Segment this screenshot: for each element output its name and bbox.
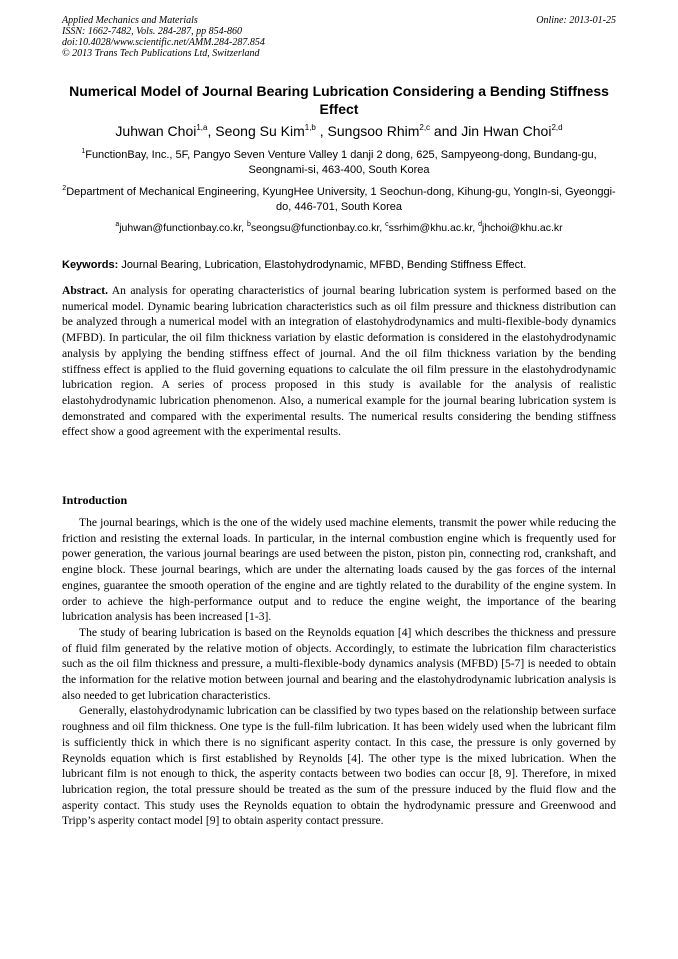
doi-line: doi:10.4028/www.scientific.net/AMM.284-287.854	[62, 37, 265, 48]
affiliation-mark: 1	[81, 148, 86, 155]
paper-title: Numerical Model of Journal Bearing Lubrication Considering a Bending Stiffness Effect	[69, 83, 609, 117]
email-address[interactable]: juhwan@functionbay.co.kr,	[119, 222, 248, 234]
author-affiliation-mark: 2,c	[419, 123, 431, 132]
author-name: Sungsoo Rhim	[327, 123, 420, 139]
email-mark: b	[247, 221, 251, 228]
introduction-body	[62, 515, 616, 829]
section-heading-introduction: Introduction	[62, 493, 128, 507]
email-address[interactable]: jhchoi@khu.ac.kr	[481, 222, 563, 234]
email-list	[62, 221, 616, 235]
author-affiliation-mark: 1,a	[196, 123, 208, 132]
affiliation-2	[62, 185, 616, 215]
author-name: Jin Hwan Choi	[461, 123, 552, 139]
abstract-label: Abstract.	[62, 284, 109, 297]
email-mark: a	[115, 221, 120, 228]
paragraph: Generally, elastohydrodynamic lubrication can be classified by two types based on the relationship between surface roughness and oil film thickness. One type is the full-film lubrication. It has been widely used when the lubricant film is sufficiently thick in which there is no significant asperity contact. In this case, the pressure is only governed by Reynolds equation which is first established by Reynolds [4]. The other type is the mixed lubrication. When the lubricant film is not enough to thick, the asperity contacts between two bodies can occur [8, 9]. Therefore, in mixed lubrication region, the total pressure should be treated as the sum of the pressure induced by the fluid flow and the asperity contact. This study uses the Reynolds equation to obtain the hydrodynamic pressure and Greenwood and Tripp’s asperity contact model [9] to obtain asperity contact pressure.	[62, 704, 616, 828]
affiliation-text: FunctionBay, Inc., 5F, Pangyo Seven Venture Valley 1 danji 2 dong, 625, Sampyeong-dong, Bundang-gu, Seongnami-si, 463-400, South Korea	[85, 149, 597, 176]
affiliation-text: Department of Mechanical Engineering, KyungHee University, 1 Seochun-dong, Kihung-gu, YongIn-si, Gyeonggi-do, 446-701, South Korea	[66, 186, 616, 213]
author-separator: ,	[207, 123, 216, 139]
keywords-text: Journal Bearing, Lubrication, Elastohydrodynamic, MFBD, Bending Stiffness Effect.	[121, 259, 527, 271]
author-name: Seong Su Kim	[215, 123, 305, 139]
author-name: Juhwan Choi	[115, 123, 197, 139]
journal-header	[62, 15, 616, 59]
author-affiliation-mark: 2,d	[551, 123, 563, 132]
email-address[interactable]: seongsu@functionbay.co.kr,	[250, 222, 386, 234]
affiliation-1	[62, 148, 616, 178]
keywords-label: Keywords:	[62, 259, 119, 271]
author	[461, 123, 562, 139]
online-date: Online: 2013-01-25	[536, 15, 616, 26]
paragraph: The journal bearings, which is the one of the widely used machine elements, transmit the power while reducing the friction and resisting the external loads. In particular, in the internal combustion engine which is frequently used for power generation, the various journal bearings are used between the piston, piston pin, connecting rod, crankshaft, and engine block. These journal bearings, which are under the alternating loads caused by the gas forces of the internal engines, guarantee the smooth operation of the engine and are tightly related to the durability of the engine system. In order to achieve the high-performance output and to reduce the engine weight, the importance of the bearing lubrication analysis has been increased [1-3].	[62, 516, 616, 624]
email-mark: d	[478, 221, 482, 228]
email-address[interactable]: ssrhim@khu.ac.kr,	[388, 222, 479, 234]
abstract	[62, 283, 616, 440]
author	[215, 123, 316, 139]
author-affiliation-mark: 1,b	[304, 123, 316, 132]
author-separator: ,	[315, 123, 328, 139]
affiliation-mark: 2	[62, 185, 67, 192]
journal-name: Applied Mechanics and Materials	[62, 15, 198, 26]
abstract-text: An analysis for operating characteristics of journal bearing lubrication system is performed based on the numerical model. Dynamic bearing lubrication characteristics such as oil film pressure and thickness distribution can be analyzed through a numerical model with an integration of elastohydrodynamics and multi-flexible-body dynamics (MFBD). In particular, the oil film thickness variation by elastic deformation is considered in the elastohydrodynamic analysis by applying the bending stiffness effect of journal. And the oil film thickness variation by the bending stiffness effect is applied to the fluid governing equations to calculate the oil film pressure in the elastohydrodynamic lubrication region. A series of process proposed in this study is available for the analysis of realistic elastohydrodynamic lubrication phenomenon. Also, a numerical example for the journal bearing lubrication system is demonstrated and compared with the experimental results. The numerical results considering the bending stiffness effect show a good agreement with the experimental results.	[62, 284, 616, 439]
author-separator: and	[430, 123, 462, 139]
keywords	[62, 258, 616, 273]
email-mark: c	[385, 221, 389, 228]
issn-line: ISSN: 1662-7482, Vols. 284-287, pp 854-860	[62, 26, 242, 37]
paragraph: The study of bearing lubrication is based on the Reynolds equation [4] which describes the thickness and pressure of fluid film generated by the relative motion of objects. Accordingly, to estimate the lubrication film characteristics such as the oil film thickness and pressure, a multi-flexible-body dynamics analysis (MFBD) [5-7] is needed to obtain the information for the relative motion between journal and bearing and the elastohydrodynamic lubrication analysis is also needed to get lubrication characteristics.	[62, 625, 616, 702]
author	[328, 123, 431, 139]
author-list	[62, 122, 616, 140]
copyright-line: © 2013 Trans Tech Publications Ltd, Switzerland	[62, 48, 260, 59]
author	[115, 123, 207, 139]
